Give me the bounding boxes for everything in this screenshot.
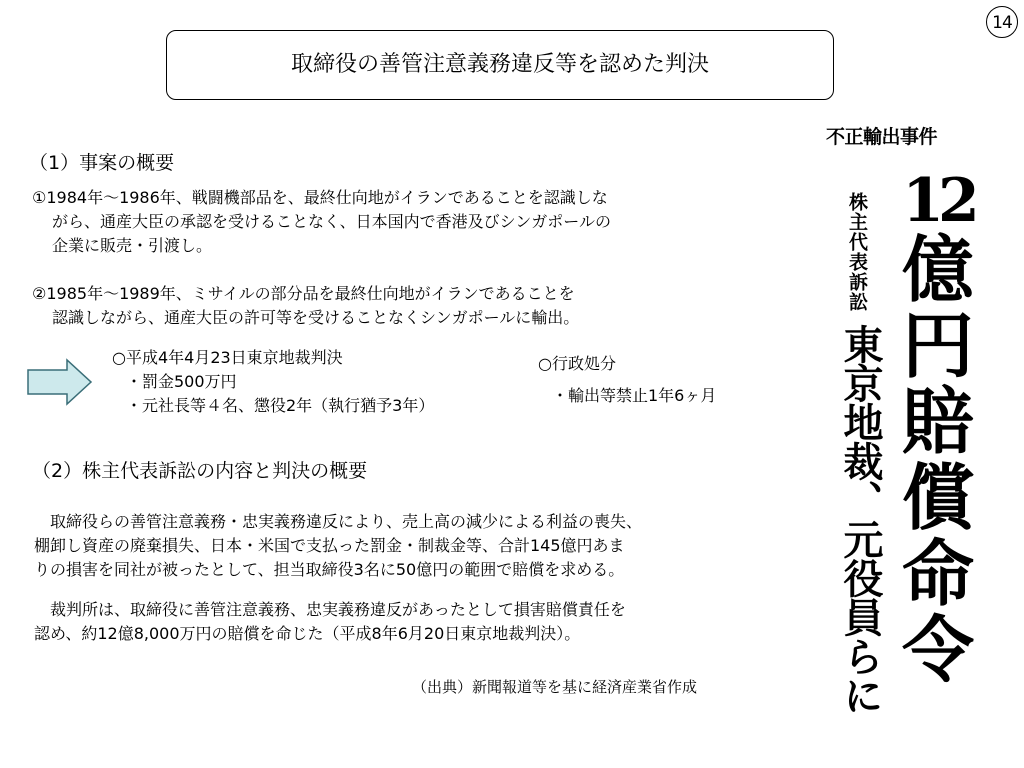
page-title-text: 取締役の善管注意義務違反等を認めた判決 bbox=[290, 52, 709, 77]
ruling-block bbox=[112, 346, 434, 418]
news-court-headline: 東京地裁、元役員らに bbox=[837, 324, 884, 714]
case-item-2 bbox=[32, 282, 579, 330]
claim-paragraph bbox=[34, 510, 642, 582]
section1-heading: （1）事案の概要 bbox=[29, 152, 175, 174]
case-item-1-line: ①1984年～1986年、戦闘機部品を、最終仕向地がイランであることを認識しな bbox=[32, 188, 608, 207]
ruling-item: ・罰金500万円 bbox=[126, 372, 237, 391]
claim-line: りの損害を同社が被ったとして、担当取締役3名に50億円の範囲で賠償を求める。 bbox=[34, 560, 625, 579]
admin-action-block bbox=[538, 352, 716, 408]
section2-heading: （2）株主代表訴訟の内容と判決の概要 bbox=[32, 460, 368, 482]
judgment-line: 裁判所は、取締役に善管注意義務、忠実義務違反があったとして損害賠償責任を bbox=[34, 600, 626, 619]
case-item-1 bbox=[32, 186, 611, 258]
judgment-paragraph bbox=[34, 598, 626, 646]
case-item-1-line: がら、通産大臣の承認を受けることなく、日本国内で香港及びシンガポールの bbox=[52, 212, 611, 231]
case-item-2-line: ②1985年～1989年、ミサイルの部分品を最終仕向地がイランであることを bbox=[32, 284, 575, 303]
admin-action-header: ○行政処分 bbox=[538, 354, 616, 373]
claim-line: 取締役らの善管注意義務・忠実義務違反により、売上高の減少による利益の喪失、 bbox=[34, 512, 643, 531]
news-amount-number: 12 bbox=[902, 166, 974, 236]
admin-action-item: ・輸出等禁止1年6ヶ月 bbox=[552, 386, 717, 405]
ruling-header: ○平成4年4月23日東京地裁判決 bbox=[112, 348, 343, 367]
case-item-1-line: 企業に販売・引渡し。 bbox=[52, 236, 213, 255]
case-item-2-line: 認識しながら、通産大臣の許可等を受けることなくシンガポールに輸出。 bbox=[52, 308, 580, 327]
ruling-item: ・元社長等４名、懲役2年（執行猶予3年） bbox=[126, 396, 435, 415]
news-main-headline bbox=[896, 166, 980, 692]
claim-line: 棚卸し資産の廃棄損失、日本・米国で支払った罰金・制裁金等、合計145億円あま bbox=[34, 536, 625, 555]
page-number: 14 bbox=[986, 6, 1018, 38]
news-subheadline: 株主代表訴訟 bbox=[846, 192, 868, 312]
judgment-line: 認め、約12億8,000万円の賠償を命じた（平成8年6月20日東京地裁判決）。 bbox=[34, 624, 581, 643]
right-arrow-icon bbox=[27, 358, 93, 406]
page-title bbox=[166, 30, 834, 100]
source-note: （出典）新聞報道等を基に経済産業省作成 bbox=[412, 678, 698, 696]
news-case-title: 不正輸出事件 bbox=[826, 126, 938, 148]
news-amount-text: 億円賠償命令 bbox=[901, 227, 974, 692]
